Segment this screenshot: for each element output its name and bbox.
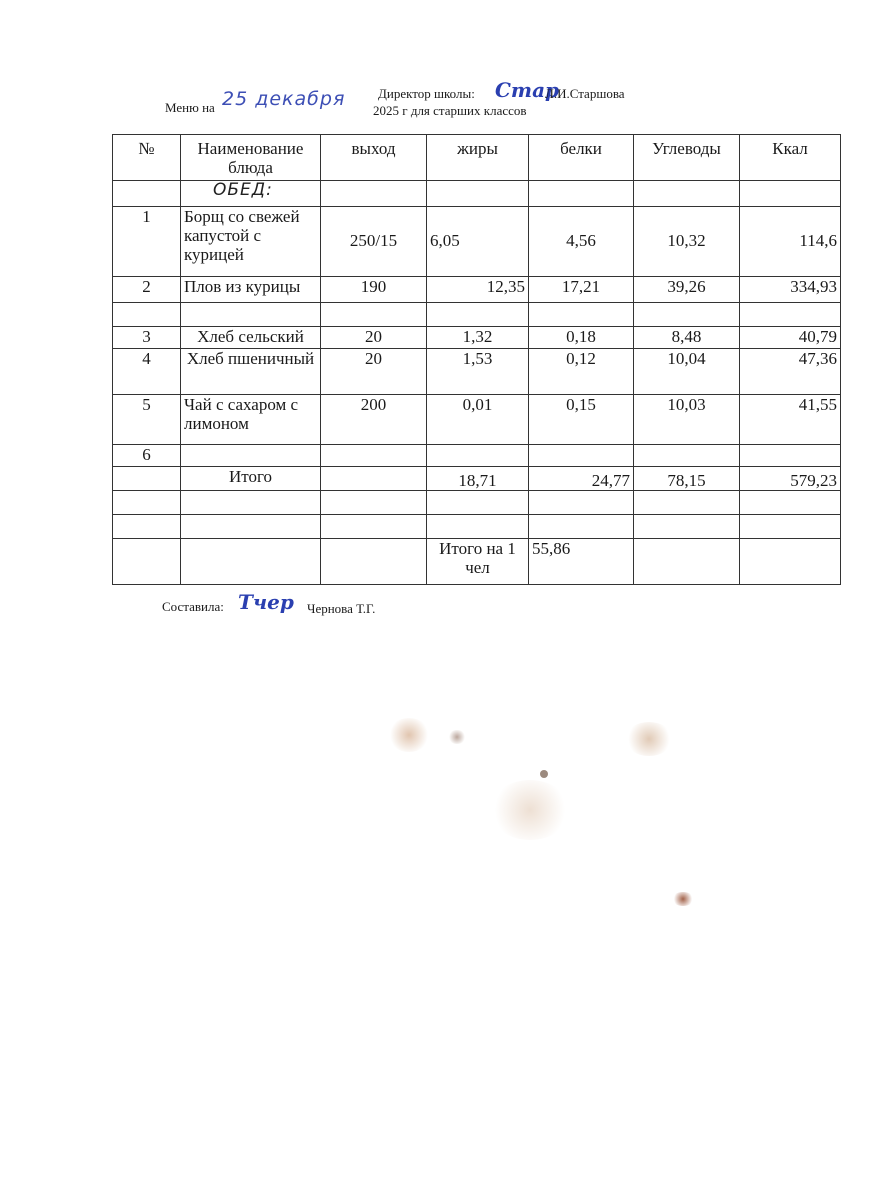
row-number: 2 — [113, 277, 181, 303]
menu-table — [112, 134, 841, 585]
menu-date-handwritten: 25 декабря — [222, 88, 346, 110]
section-label-handwritten: ОБЕД: — [181, 181, 321, 207]
col-header-fat: жиры — [427, 135, 529, 181]
total-carbs: 78,15 — [634, 467, 740, 491]
table-row — [113, 207, 841, 277]
total-label: Итого — [181, 467, 321, 491]
dish-output: 200 — [321, 395, 427, 445]
dish-output: 250/15 — [321, 207, 427, 277]
total-fat: 18,71 — [427, 467, 529, 491]
compiled-signature: Тчер — [238, 590, 294, 614]
paper-stain — [388, 718, 430, 752]
per-person-row — [113, 539, 841, 585]
total-row — [113, 467, 841, 491]
dish-carbs: 10,32 — [634, 207, 740, 277]
row-number: 1 — [113, 207, 181, 277]
paper-stain — [448, 730, 466, 744]
dish-carbs: 8,48 — [634, 327, 740, 349]
dish-fat: 6,05 — [427, 207, 529, 277]
table-row-empty — [113, 303, 841, 327]
dish-kcal: 334,93 — [740, 277, 841, 303]
dish-fat: 1,32 — [427, 327, 529, 349]
table-row — [113, 277, 841, 303]
table-row — [113, 327, 841, 349]
total-protein: 24,77 — [529, 467, 634, 491]
dish-fat: 12,35 — [427, 277, 529, 303]
dish-kcal: 47,36 — [740, 349, 841, 395]
col-header-name: Наименование блюда — [181, 135, 321, 181]
dish-name: Хлеб пшеничный — [181, 349, 321, 395]
dish-carbs: 10,04 — [634, 349, 740, 395]
dish-carbs: 39,26 — [634, 277, 740, 303]
dish-fat: 1,53 — [427, 349, 529, 395]
col-header-carbs: Углеводы — [634, 135, 740, 181]
table-row-empty — [113, 491, 841, 515]
col-header-kcal: Ккал — [740, 135, 841, 181]
table-header-row — [113, 135, 841, 181]
dish-carbs: 10,03 — [634, 395, 740, 445]
table-row-empty — [113, 515, 841, 539]
row-number: 5 — [113, 395, 181, 445]
year-line: 2025 г для старших классов — [373, 103, 527, 118]
dish-fat: 0,01 — [427, 395, 529, 445]
dish-kcal: 114,6 — [740, 207, 841, 277]
dish-name: Чай с сахаром с лимоном — [181, 395, 321, 445]
paper-stain — [490, 780, 570, 840]
dish-protein: 0,18 — [529, 327, 634, 349]
dish-protein: 0,12 — [529, 349, 634, 395]
total-kcal: 579,23 — [740, 467, 841, 491]
dish-output: 20 — [321, 349, 427, 395]
row-number: 4 — [113, 349, 181, 395]
director-label: Директор школы: — [378, 86, 475, 101]
dish-name: Плов из курицы — [181, 277, 321, 303]
dish-protein: 17,21 — [529, 277, 634, 303]
dish-protein: 4,56 — [529, 207, 634, 277]
table-row — [113, 349, 841, 395]
dish-output: 190 — [321, 277, 427, 303]
col-header-protein: белки — [529, 135, 634, 181]
row-number: 6 — [113, 445, 181, 467]
compiled-label: Составила: — [162, 599, 224, 614]
dish-name: Хлеб сельский — [181, 327, 321, 349]
dish-name: Борщ со свежей капустой с курицей — [181, 207, 321, 277]
menu-label: Меню на — [165, 100, 215, 115]
row-number: 3 — [113, 327, 181, 349]
section-row — [113, 181, 841, 207]
dish-kcal: 41,55 — [740, 395, 841, 445]
dish-protein: 0,15 — [529, 395, 634, 445]
table-row — [113, 445, 841, 467]
paper-stain — [625, 722, 673, 756]
director-name: Л.И.Старшова — [545, 86, 625, 101]
paper-stain — [540, 770, 548, 778]
table-row — [113, 395, 841, 445]
compiled-name: Чернова Т.Г. — [307, 601, 376, 616]
per-person-label: Итого на 1 чел — [427, 539, 529, 585]
col-header-output: выход — [321, 135, 427, 181]
paper-stain — [672, 892, 694, 906]
dish-output: 20 — [321, 327, 427, 349]
col-header-number: № — [113, 135, 181, 181]
per-person-value: 55,86 — [529, 539, 634, 585]
director-signature: Стар — [495, 78, 560, 102]
dish-kcal: 40,79 — [740, 327, 841, 349]
